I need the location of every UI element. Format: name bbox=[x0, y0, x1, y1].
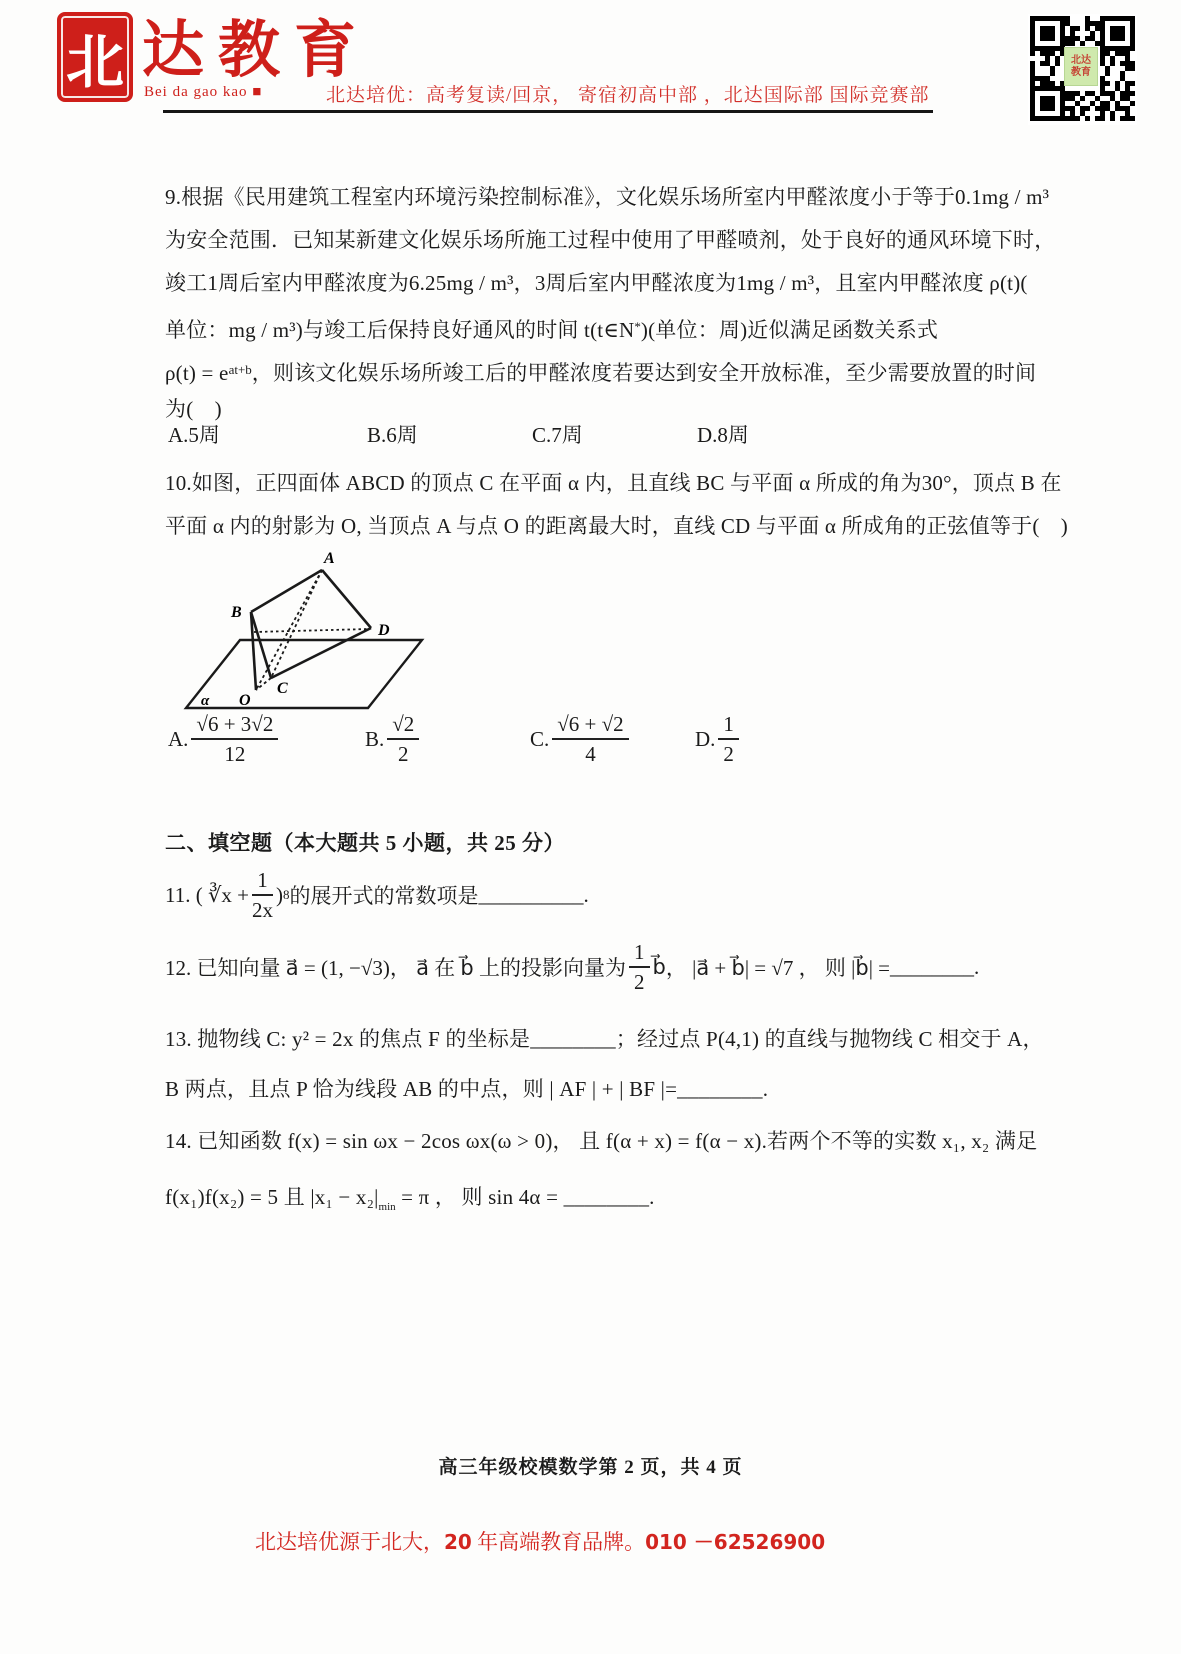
qr-badge-line2: 教育 bbox=[1071, 66, 1091, 78]
q10-option-c: C. $\frac{√6 + √2}{4}$ bbox=[530, 700, 632, 778]
q10-tetrahedron-figure bbox=[171, 535, 441, 725]
q9-option-b: B.6周 bbox=[367, 423, 418, 447]
q9-line-1: 9.根据《民用建筑工程室内环境污染控制标准》，文化娱乐场所室内甲醛浓度小于等于0.1mg / m³ bbox=[165, 185, 1050, 209]
label-C: C bbox=[277, 680, 288, 697]
header-tagline: 北达培优：高考复读/回京， 寄宿初高中部 ，北达国际部 国际竞赛部 bbox=[326, 85, 930, 106]
q9-line-4: 单位：mg / m³)与竣工后保持良好通风的时间 t(t∈N*)(单位：周)近似满足函数关系式 bbox=[165, 318, 939, 342]
q9-option-a: A.5周 bbox=[168, 423, 220, 447]
q10-line-1: 10.如图，正四面体 ABCD 的顶点 C 在平面 α 内，且直线 BC 与平面 α 所成的角为30°，顶点 B 在 bbox=[165, 471, 1062, 495]
q14-line-2: f(x₁)f(x₂) = 5 且 $|x_1 - x_2|_{min} = \pi$ ， 则 sin 4α = ________. bbox=[165, 1185, 655, 1213]
qr-finder-tr bbox=[1100, 16, 1135, 51]
exponent-8: 8 bbox=[282, 887, 290, 902]
plane-alpha-outline bbox=[186, 640, 422, 708]
q9-line-3: 竣工1周后室内甲醛浓度为6.25mg / m³，3周后室内甲醛浓度为1mg / m³，且室内甲醛浓度 ρ(t)( bbox=[165, 271, 1028, 295]
q9-line-5: $\rho(t) = e^{at+b}$，则该文化娱乐场所竣工后的甲醛浓度若要达到安全开放标准，至少需要放置的时间 bbox=[165, 361, 1037, 385]
q10-options bbox=[165, 700, 1005, 778]
logo-script-text: 达教育 bbox=[142, 17, 371, 85]
q10-option-d: D. $\frac{1}{2}$ bbox=[695, 700, 742, 778]
logo-subtitle: Bei da gao kao ■ bbox=[144, 84, 263, 100]
page-footer: 高三年级校模数学第 2 页，共 4 页 bbox=[438, 1457, 743, 1478]
q10-line-2: 平面 α 内的射影为 O, 当顶点 A 与点 O 的距离最大时，直线 CD 与平面 α 所成角的正弦值等于( ) bbox=[165, 514, 1068, 538]
label-D: D bbox=[378, 622, 390, 639]
line-CO-dashed bbox=[256, 678, 271, 690]
q9-line-6: 为( ) bbox=[165, 397, 222, 421]
label-B: B bbox=[231, 604, 242, 621]
label-O: O bbox=[239, 692, 251, 709]
n-star-superscript: * bbox=[634, 319, 641, 334]
line-AO-dashed bbox=[256, 570, 322, 690]
q10-option-a: A. $\frac{√6 + 3√2}{12}$ bbox=[168, 700, 281, 778]
q9-option-c: C.7周 bbox=[532, 423, 583, 447]
bottom-brand-line: 北达培优源于北大，20 年高端教育品牌。010 －62526900 bbox=[255, 1530, 826, 1554]
edge-AB bbox=[251, 570, 322, 612]
q10-option-b: B. $\frac{√2}{2}$ bbox=[365, 700, 422, 778]
q9-option-d: D.8周 bbox=[697, 423, 749, 447]
q13-line-2: B 两点，且点 P 恰为线段 AB 的中点，则 | AF | + | BF |=________. bbox=[165, 1077, 769, 1101]
q13-line-1: 13. 抛物线 C: y² = 2x 的焦点 F 的坐标是________；经过点 P(4,1) 的直线与抛物线 C 相交于 A， bbox=[165, 1027, 1044, 1051]
qr-finder-bl bbox=[1030, 86, 1065, 121]
fraction: $\frac{1}{2}$ bbox=[629, 939, 650, 995]
q11-line: 11. ( ∛x + $\frac{1}{2x}$ ) 8 的展开式的常数项是 __________. bbox=[165, 868, 589, 922]
qr-badge-line1: 北达 bbox=[1071, 54, 1091, 66]
edge-BD-dashed bbox=[254, 629, 369, 632]
label-A: A bbox=[324, 550, 335, 567]
qr-code bbox=[1028, 14, 1137, 125]
q14-blank: ________. bbox=[563, 1185, 655, 1209]
q9-options bbox=[165, 414, 1005, 457]
qr-finder-tl bbox=[1030, 16, 1065, 51]
q12-line: 12. 已知向量 a⃗ = (1, −√3)， a⃗ 在 b⃗ 上的投影向量为 $\frac{1}{2}$ b⃗ ， |a⃗ + b⃗| = √7 ， 则 |b⃗| = ________. bbox=[165, 940, 980, 994]
header-divider bbox=[163, 110, 933, 113]
fraction: $\frac{1}{2x}$ bbox=[251, 868, 273, 922]
label-alpha: α bbox=[201, 693, 210, 709]
q12-blank: ________. bbox=[890, 954, 980, 979]
exponent-at-plus-b: at+b bbox=[228, 362, 252, 377]
beida-logo-seal bbox=[57, 12, 133, 102]
q11-blank: __________. bbox=[478, 882, 589, 907]
fraction: $\frac{√6 + √2}{4}$ bbox=[552, 711, 628, 767]
q9-line-2: 为安全范围．已知某新建文化娱乐场所施工过程中使用了甲醛喷剂，处于良好的通风环境下时， bbox=[165, 228, 1056, 252]
fraction: $\frac{1}{2}$ bbox=[718, 711, 739, 767]
section-2-title: 二、填空题（本大题共 5 小题，共 25 分） bbox=[165, 831, 565, 855]
min-subscript: min bbox=[378, 1201, 396, 1213]
qr-center-badge bbox=[1064, 47, 1098, 86]
fraction: $\frac{√6 + 3√2}{12}$ bbox=[191, 711, 278, 767]
seal-character: 北 bbox=[65, 28, 124, 96]
q14-line-1: 14. 已知函数 f(x) = sin ωx − 2cos ωx(ω > 0)， 且 f(α + x) = f(α − x).若两个不等的实数 x₁, x₂ 满足 bbox=[165, 1129, 1038, 1153]
edge-AD bbox=[322, 570, 371, 628]
fraction: $\frac{√2}{2}$ bbox=[387, 711, 419, 767]
